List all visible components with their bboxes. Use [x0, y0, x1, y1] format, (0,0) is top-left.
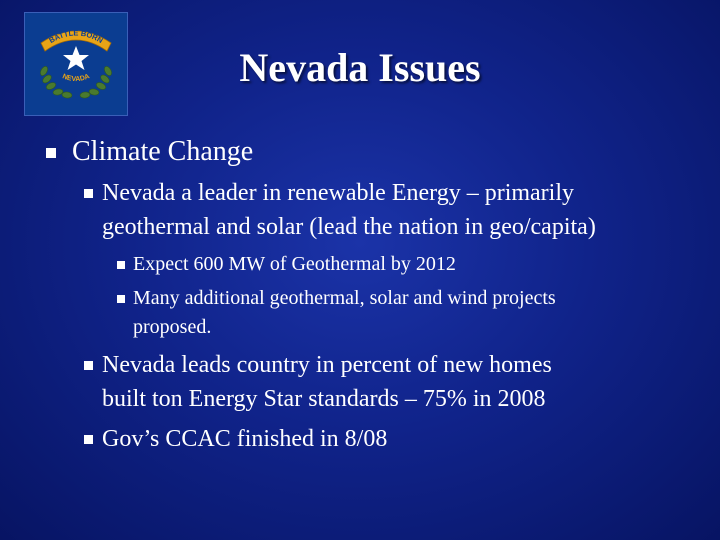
- bullet-square-icon: [117, 261, 125, 269]
- bullet-square-icon: [46, 148, 56, 158]
- flag-banner-text: BATTLE BORN: [47, 28, 105, 46]
- bullet-text-line2: built ton Energy Star standards – 75% in 2008: [102, 386, 546, 412]
- bullet-text-line2: geothermal and solar (lead the nation in geo/capita): [102, 214, 596, 240]
- bullet-text-line1: Many additional geothermal, solar and wind projects: [133, 287, 556, 309]
- bullet-square-icon: [84, 189, 93, 198]
- bullet-text: Climate Change: [72, 136, 254, 167]
- slide-title: Nevada Issues: [239, 45, 481, 90]
- bullet-text: Expect 600 MW of Geothermal by 2012: [133, 253, 456, 275]
- bullet-square-icon: [84, 361, 93, 370]
- flag-name-text: NEVADA: [61, 73, 91, 84]
- bullet-text-line1: Nevada leads country in percent of new homes: [102, 352, 552, 378]
- bullet-text-line2: proposed.: [133, 316, 212, 338]
- bullet-text-line1: Nevada a leader in renewable Energy – primarily: [102, 180, 575, 206]
- bullet-square-icon: [117, 295, 125, 303]
- bullet-text: Gov’s CCAC finished in 8/08: [102, 426, 388, 452]
- bullet-square-icon: [84, 435, 93, 444]
